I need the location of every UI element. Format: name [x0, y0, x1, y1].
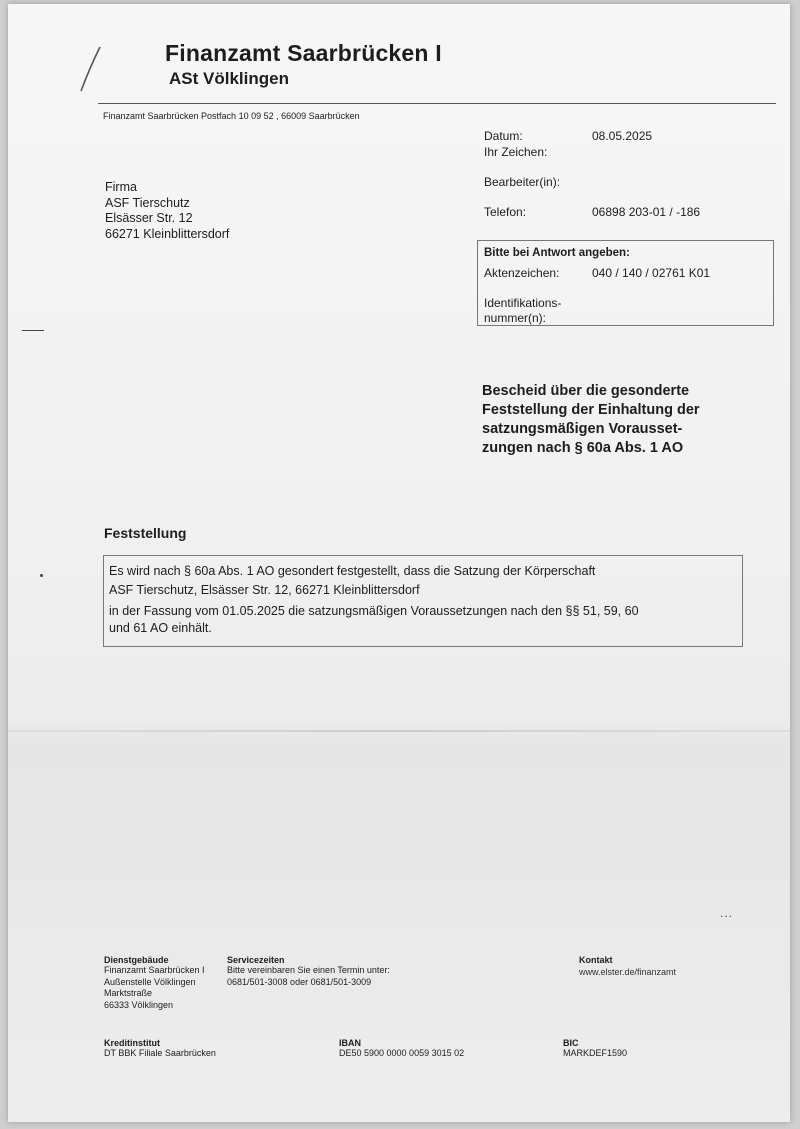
office-title: Finanzamt Saarbrücken I	[165, 40, 442, 66]
footer-service-heading: Servicezeiten	[227, 955, 285, 965]
footer-iban-heading: IBAN	[339, 1038, 361, 1048]
id-number-label: Identifikations-	[484, 296, 562, 310]
branch-subtitle: ASt Völklingen	[169, 69, 289, 88]
punch-mark	[40, 574, 43, 577]
finding-text-line: in der Fassung vom 01.05.2025 die satzungsmäßigen Voraussetzungen nach den §§ 51, 59, 60	[109, 604, 639, 618]
recipient-address	[105, 180, 229, 242]
footer-bic	[563, 1038, 627, 1060]
fold-line	[8, 730, 790, 732]
finding-heading: Feststellung	[104, 525, 187, 541]
document-title-line: zungen nach § 60a Abs. 1 AO	[482, 440, 684, 456]
footer-service-line: Bitte vereinbaren Sie einen Termin unter:	[227, 965, 390, 975]
footer-service-line: 0681/501-3008 oder 0681/501-3009	[227, 976, 372, 987]
footer-service	[227, 955, 390, 988]
footer-bic-heading: BIC	[563, 1038, 579, 1048]
continuation-dots: ...	[720, 906, 734, 920]
id-number-label-cont: nummer(n):	[484, 311, 547, 325]
phone-label: Telefon:	[484, 205, 527, 219]
document-title-line: Bescheid über die gesonderte	[482, 383, 690, 399]
footer-iban	[339, 1038, 464, 1060]
finding-text-line: und 61 AO einhält.	[109, 621, 212, 635]
reference-heading: Bitte bei Antwort angeben:	[484, 247, 630, 259]
footer-building	[104, 955, 205, 1011]
footer-bic-value: MARKDEF1590	[563, 1048, 628, 1058]
recipient-line: Elsässer Str. 12	[105, 211, 193, 225]
footer-contact	[579, 955, 676, 979]
clerk-label: Bearbeiter(in):	[484, 175, 561, 189]
footer-contact-heading: Kontakt	[579, 955, 613, 965]
file-number-value: 040 / 140 / 02761 K01	[592, 266, 711, 280]
recipient-line: 66271 Kleinblittersdorf	[105, 226, 230, 241]
header-divider	[98, 103, 776, 104]
footer-building-line: Außenstelle Völklingen	[104, 976, 196, 987]
pen-stroke-mark	[78, 45, 104, 93]
date-label: Datum:	[484, 129, 523, 143]
document-title-line: Feststellung der Einhaltung der	[482, 402, 700, 418]
footer-building-line: Finanzamt Saarbrücken I	[104, 965, 205, 975]
document-title-line: satzungsmäßigen Vorausset-	[482, 421, 683, 437]
date-value: 08.05.2025	[592, 129, 653, 143]
footer-bank-line: DT BBK Filiale Saarbrücken	[104, 1048, 216, 1058]
footer-website-link[interactable]: www.elster.de/finanzamt	[579, 967, 677, 977]
finding-text-line: Es wird nach § 60a Abs. 1 AO gesondert festgestellt, dass die Satzung der Körperschaft	[109, 564, 596, 578]
footer-bank	[104, 1038, 216, 1060]
footer-bank-heading: Kreditinstitut	[104, 1038, 160, 1048]
footer-building-line: 66333 Völklingen	[104, 999, 174, 1010]
recipient-line: ASF Tierschutz	[105, 195, 190, 210]
footer-building-line: Marktstraße	[104, 988, 153, 998]
phone-value: 06898 203-01 / -186	[592, 205, 701, 219]
your-reference-label: Ihr Zeichen:	[484, 145, 548, 159]
footer-building-heading: Dienstgebäude	[104, 955, 169, 965]
file-number-label: Aktenzeichen:	[484, 266, 560, 280]
recipient-line: Firma	[105, 180, 137, 194]
document-title	[482, 382, 762, 458]
sender-address-line: Finanzamt Saarbrücken Postfach 10 09 52 , 66009 Saarbrücken	[103, 111, 360, 121]
footer-iban-value: DE50 5900 0000 0059 3015 02	[339, 1048, 465, 1058]
finding-text-line: ASF Tierschutz, Elsässer Str. 12, 66271 Kleinblittersdorf	[109, 583, 420, 597]
fold-mark	[22, 330, 44, 331]
